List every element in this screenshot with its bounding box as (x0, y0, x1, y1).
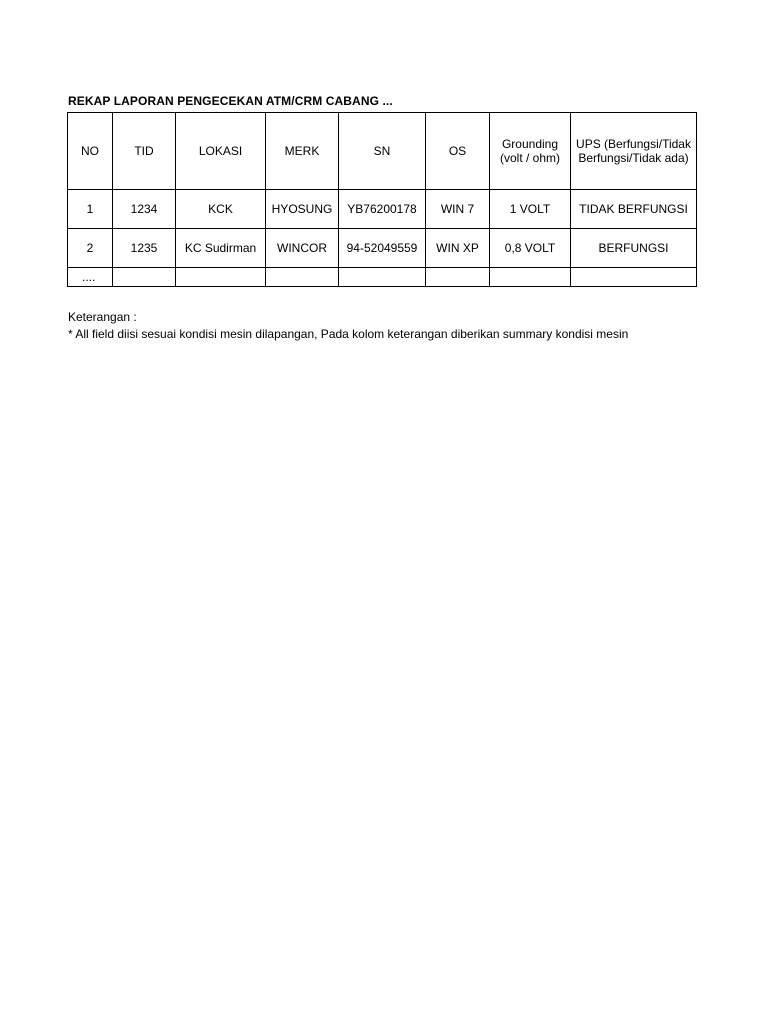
cell-ups: BERFUNGSI (571, 229, 697, 268)
table-row-ellipsis (68, 268, 697, 287)
table-header-row (68, 113, 697, 190)
table-row (68, 229, 697, 268)
header-no: NO (68, 113, 113, 190)
cell-grounding: 1 VOLT (490, 190, 571, 229)
cell-no: 2 (68, 229, 113, 268)
cell-no: 1 (68, 190, 113, 229)
header-sn: SN (339, 113, 426, 190)
cell-tid: 1235 (113, 229, 176, 268)
notes-section (68, 309, 628, 343)
cell-os: WIN XP (426, 229, 490, 268)
cell-lokasi: KC Sudirman (176, 229, 266, 268)
cell-empty (266, 268, 339, 287)
cell-empty (176, 268, 266, 287)
header-merk: MERK (266, 113, 339, 190)
cell-merk: HYOSUNG (266, 190, 339, 229)
cell-empty (571, 268, 697, 287)
cell-sn: YB76200178 (339, 190, 426, 229)
header-tid: TID (113, 113, 176, 190)
cell-empty (339, 268, 426, 287)
cell-grounding: 0,8 VOLT (490, 229, 571, 268)
cell-ellipsis: .... (68, 268, 113, 287)
header-lokasi: LOKASI (176, 113, 266, 190)
cell-sn: 94-52049559 (339, 229, 426, 268)
table-row (68, 190, 697, 229)
notes-line: * All field diisi sesuai kondisi mesin dilapangan, Pada kolom keterangan diberikan summary kondisi mesin (68, 327, 629, 341)
cell-empty (426, 268, 490, 287)
cell-merk: WINCOR (266, 229, 339, 268)
header-ups: UPS (Berfungsi/Tidak Berfungsi/Tidak ada) (571, 113, 697, 190)
header-grounding: Grounding (volt / ohm) (490, 113, 571, 190)
cell-ups: TIDAK BERFUNGSI (571, 190, 697, 229)
cell-tid: 1234 (113, 190, 176, 229)
document-title: REKAP LAPORAN PENGECEKAN ATM/CRM CABANG ... (68, 94, 393, 108)
notes-heading: Keterangan : (68, 310, 137, 324)
cell-empty (490, 268, 571, 287)
cell-os: WIN 7 (426, 190, 490, 229)
report-table (67, 112, 697, 287)
header-os: OS (426, 113, 490, 190)
cell-lokasi: KCK (176, 190, 266, 229)
cell-empty (113, 268, 176, 287)
